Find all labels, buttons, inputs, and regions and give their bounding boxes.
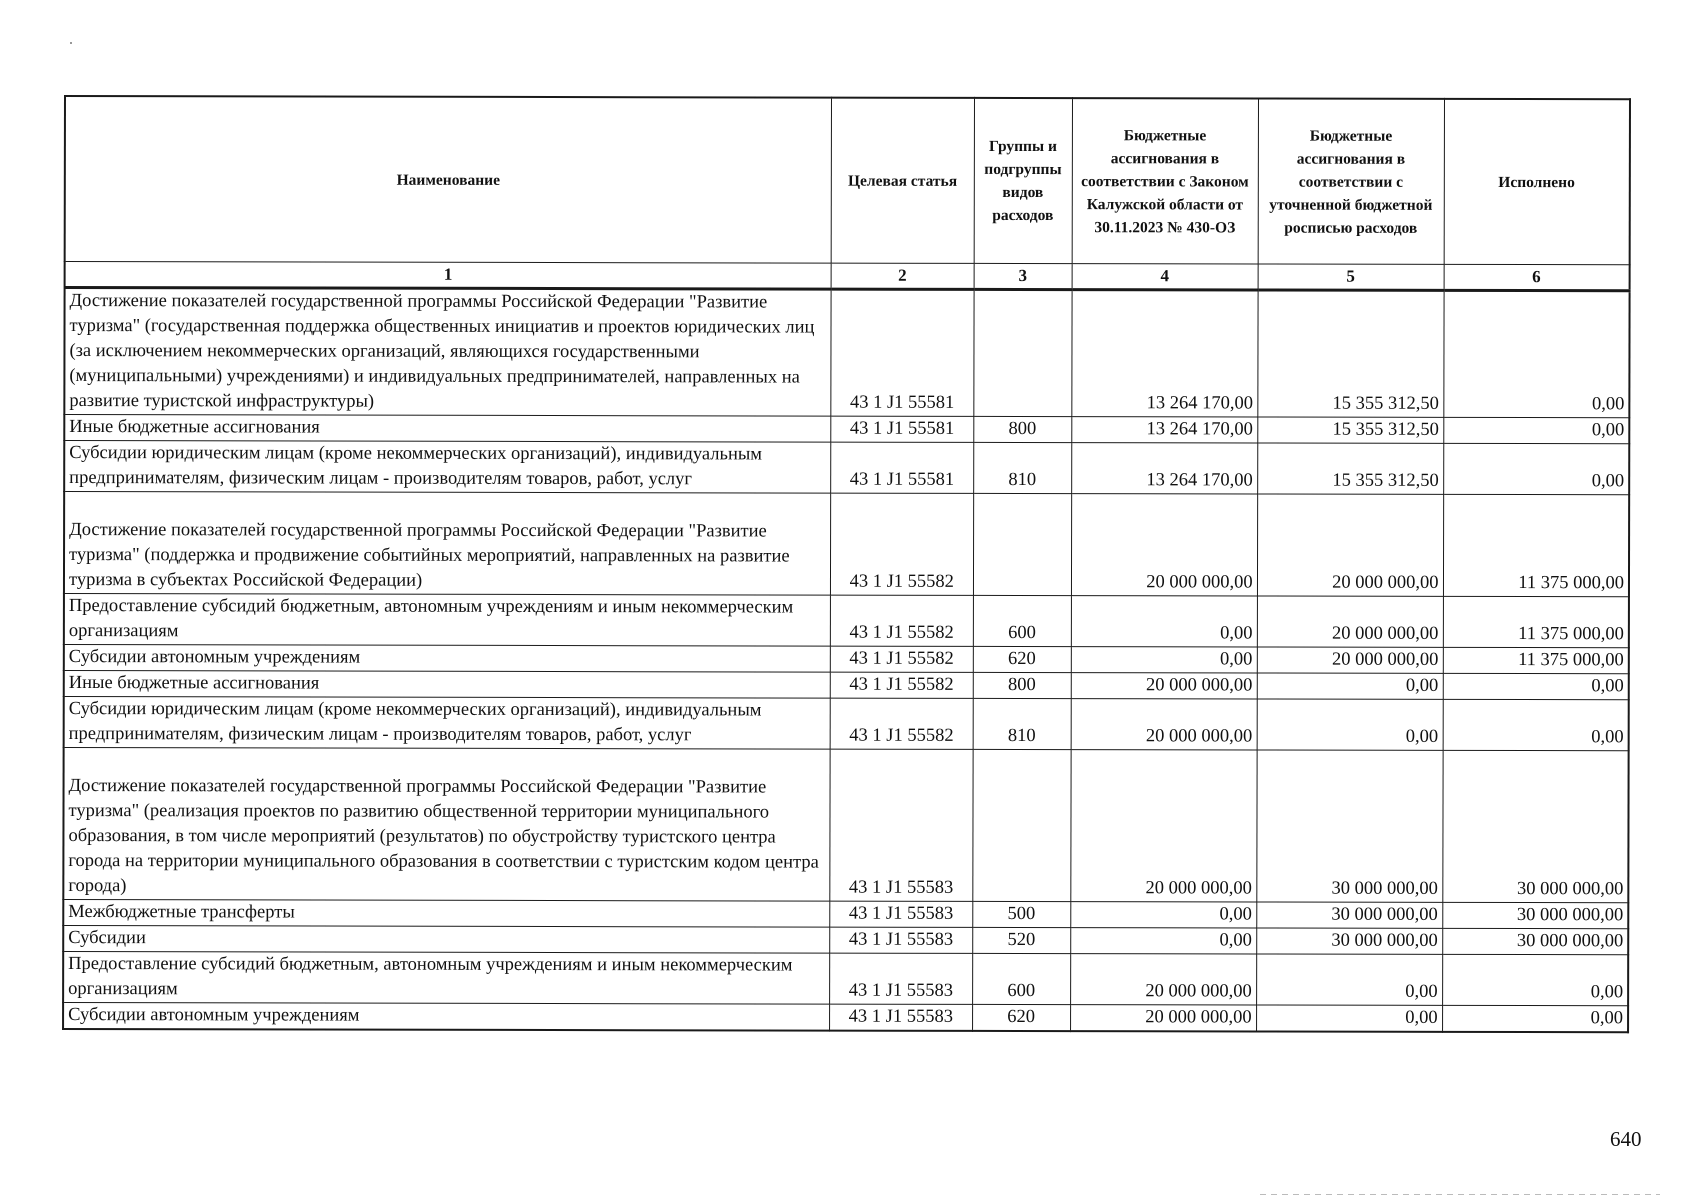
row-expense-group: 810 (973, 698, 1071, 749)
header-law-allocations: Бюджетные ассигнования в соответствии с Законом Калужской области от 30.11.2023 № 430-ОЗ (1072, 98, 1258, 264)
page-number: 640 (1610, 1127, 1642, 1151)
column-number: 6 (1444, 264, 1630, 290)
row-law-amount: 20 000 000,00 (1070, 1005, 1256, 1032)
row-expense-group (972, 749, 1070, 901)
row-executed-amount: 30 000 000,00 (1442, 750, 1628, 902)
row-refined-amount: 20 000 000,00 (1257, 596, 1443, 647)
row-law-amount: 0,00 (1071, 596, 1257, 647)
row-target-article: 43 1 J1 55583 (830, 749, 973, 901)
row-law-amount: 13 264 170,00 (1071, 443, 1257, 494)
row-expense-group: 810 (973, 442, 1071, 493)
row-name: Субсидии автономным учреждениям (63, 1003, 830, 1031)
header-executed: Исполнено (1444, 99, 1630, 265)
row-expense-group (973, 289, 1071, 416)
table-row (63, 900, 1628, 929)
header-refined-allocations: Бюджетные ассигнования в соответствии с уточненной бюджетной росписью расходов (1258, 99, 1444, 265)
row-executed-amount: 0,00 (1443, 290, 1629, 417)
row-executed-amount: 0,00 (1443, 699, 1629, 750)
row-target-article: 43 1 J1 55581 (831, 416, 974, 442)
column-number: 2 (831, 263, 974, 289)
row-refined-amount: 0,00 (1256, 1005, 1442, 1032)
column-number: 1 (65, 262, 832, 290)
row-executed-amount: 0,00 (1442, 1005, 1628, 1032)
table-row (63, 1003, 1628, 1033)
row-refined-amount: 0,00 (1257, 673, 1443, 699)
row-refined-amount: 30 000 000,00 (1256, 928, 1442, 954)
header-target-article: Целевая статья (831, 98, 974, 264)
table-row (64, 697, 1629, 751)
table-row (64, 288, 1629, 418)
row-expense-group: 600 (973, 595, 1071, 646)
column-number: 5 (1258, 264, 1444, 290)
row-name: Субсидии (63, 926, 830, 954)
row-law-amount: 20 000 000,00 (1070, 954, 1256, 1005)
row-executed-amount: 30 000 000,00 (1442, 928, 1628, 954)
table-row (64, 492, 1629, 597)
row-law-amount: 0,00 (1070, 902, 1256, 928)
row-law-amount: 20 000 000,00 (1071, 494, 1257, 596)
column-number: 3 (974, 263, 1072, 289)
row-name: Субсидии юридическим лицам (кроме некоммерческих организаций), индивидуальным предпринимателям, физическим лицам - производителям товаров, работ, услуг (64, 441, 831, 494)
row-target-article: 43 1 J1 55583 (830, 953, 973, 1004)
table-body (63, 288, 1630, 1033)
row-executed-amount: 0,00 (1443, 443, 1629, 494)
table-row (63, 926, 1628, 955)
row-refined-amount: 15 355 312,50 (1257, 443, 1443, 494)
table-header (65, 96, 1630, 291)
row-executed-amount: 30 000 000,00 (1442, 902, 1628, 928)
row-law-amount: 20 000 000,00 (1070, 750, 1256, 902)
row-expense-group: 620 (973, 646, 1071, 672)
row-law-amount: 20 000 000,00 (1071, 699, 1257, 750)
row-executed-amount: 0,00 (1443, 417, 1629, 443)
row-expense-group: 520 (972, 927, 1070, 953)
row-name: Субсидии автономным учреждениям (64, 645, 831, 673)
row-expense-group: 500 (972, 901, 1070, 927)
row-target-article: 43 1 J1 55581 (831, 442, 974, 493)
row-target-article: 43 1 J1 55583 (830, 927, 973, 953)
row-law-amount: 13 264 170,00 (1071, 290, 1257, 417)
budget-table (62, 95, 1631, 1033)
row-name: Предоставление субсидий бюджетным, автономным учреждениям и иным некоммерческим организациям (64, 594, 831, 647)
row-target-article: 43 1 J1 55583 (830, 1004, 973, 1031)
row-expense-group: 620 (972, 1004, 1070, 1031)
row-name: Достижение показателей государственной программы Российской Федерации "Развитие туризма" (государственная поддержка общественных инициатив и проектов юридических лиц (за исключением некоммерческих организаций, являющихся государственными (муниципальными) учреждениями) и индивидуальных предпринимателей, направленных на развитие туристской инфраструктуры) (64, 288, 831, 417)
row-target-article: 43 1 J1 55581 (831, 289, 974, 416)
row-name: Иные бюджетные ассигнования (64, 671, 831, 699)
row-refined-amount: 15 355 312,50 (1257, 290, 1443, 417)
table-row (64, 415, 1629, 444)
row-expense-group: 600 (972, 953, 1070, 1004)
row-target-article: 43 1 J1 55582 (830, 493, 973, 595)
column-number-row (65, 262, 1630, 291)
row-expense-group: 800 (973, 416, 1071, 442)
row-executed-amount: 0,00 (1443, 673, 1629, 699)
row-refined-amount: 0,00 (1257, 699, 1443, 750)
row-law-amount: 20 000 000,00 (1071, 673, 1257, 699)
table-row (64, 441, 1629, 495)
row-executed-amount: 0,00 (1442, 954, 1628, 1005)
table-row (64, 594, 1629, 648)
row-target-article: 43 1 J1 55583 (830, 901, 973, 927)
row-refined-amount: 15 355 312,50 (1257, 417, 1443, 443)
row-law-amount: 0,00 (1071, 647, 1257, 673)
row-executed-amount: 11 375 000,00 (1443, 647, 1629, 673)
row-target-article: 43 1 J1 55582 (830, 672, 973, 698)
row-name: Достижение показателей государственной программы Российской Федерации "Развитие туризма" (поддержка и продвижение событийных мероприятий, направленных на развитие туризма в субъектах Российской Федерации) (64, 492, 831, 596)
column-number: 4 (1072, 264, 1258, 290)
row-name: Межбюджетные трансферты (63, 900, 830, 928)
row-expense-group (973, 493, 1071, 595)
row-name: Достижение показателей государственной программы Российской Федерации "Развитие туризма" (реализация проектов по развитию общественной территории муниципального образования, в том числе мероприятий (результатов) по обустройству туристского центра города на территории муниципального образования в соответствии с туристским кодом центра города) (63, 748, 830, 902)
table-row (64, 671, 1629, 700)
scan-speck (70, 42, 72, 44)
row-target-article: 43 1 J1 55582 (830, 595, 973, 646)
header-expense-groups: Группы и подгруппы видов расходов (974, 98, 1072, 264)
header-row (65, 96, 1630, 265)
row-refined-amount: 30 000 000,00 (1256, 750, 1442, 902)
row-refined-amount: 30 000 000,00 (1256, 902, 1442, 928)
header-name: Наименование (65, 96, 832, 263)
table-row (64, 645, 1629, 674)
table-row (63, 952, 1628, 1006)
row-executed-amount: 11 375 000,00 (1443, 596, 1629, 647)
scan-artifact-line (1260, 1194, 1660, 1195)
row-refined-amount: 0,00 (1256, 954, 1442, 1005)
row-executed-amount: 11 375 000,00 (1443, 494, 1629, 596)
row-target-article: 43 1 J1 55582 (830, 646, 973, 672)
row-name: Предоставление субсидий бюджетным, автономным учреждениям и иным некоммерческим организациям (63, 952, 830, 1005)
table-row (63, 748, 1628, 903)
row-name: Иные бюджетные ассигнования (64, 415, 831, 443)
row-expense-group: 800 (973, 672, 1071, 698)
row-target-article: 43 1 J1 55582 (830, 698, 973, 749)
row-law-amount: 0,00 (1070, 928, 1256, 954)
row-name: Субсидии юридическим лицам (кроме некоммерческих организаций), индивидуальным предпринимателям, физическим лицам - производителям товаров, работ, услуг (64, 697, 831, 750)
row-refined-amount: 20 000 000,00 (1257, 494, 1443, 596)
row-refined-amount: 20 000 000,00 (1257, 647, 1443, 673)
row-law-amount: 13 264 170,00 (1071, 417, 1257, 443)
